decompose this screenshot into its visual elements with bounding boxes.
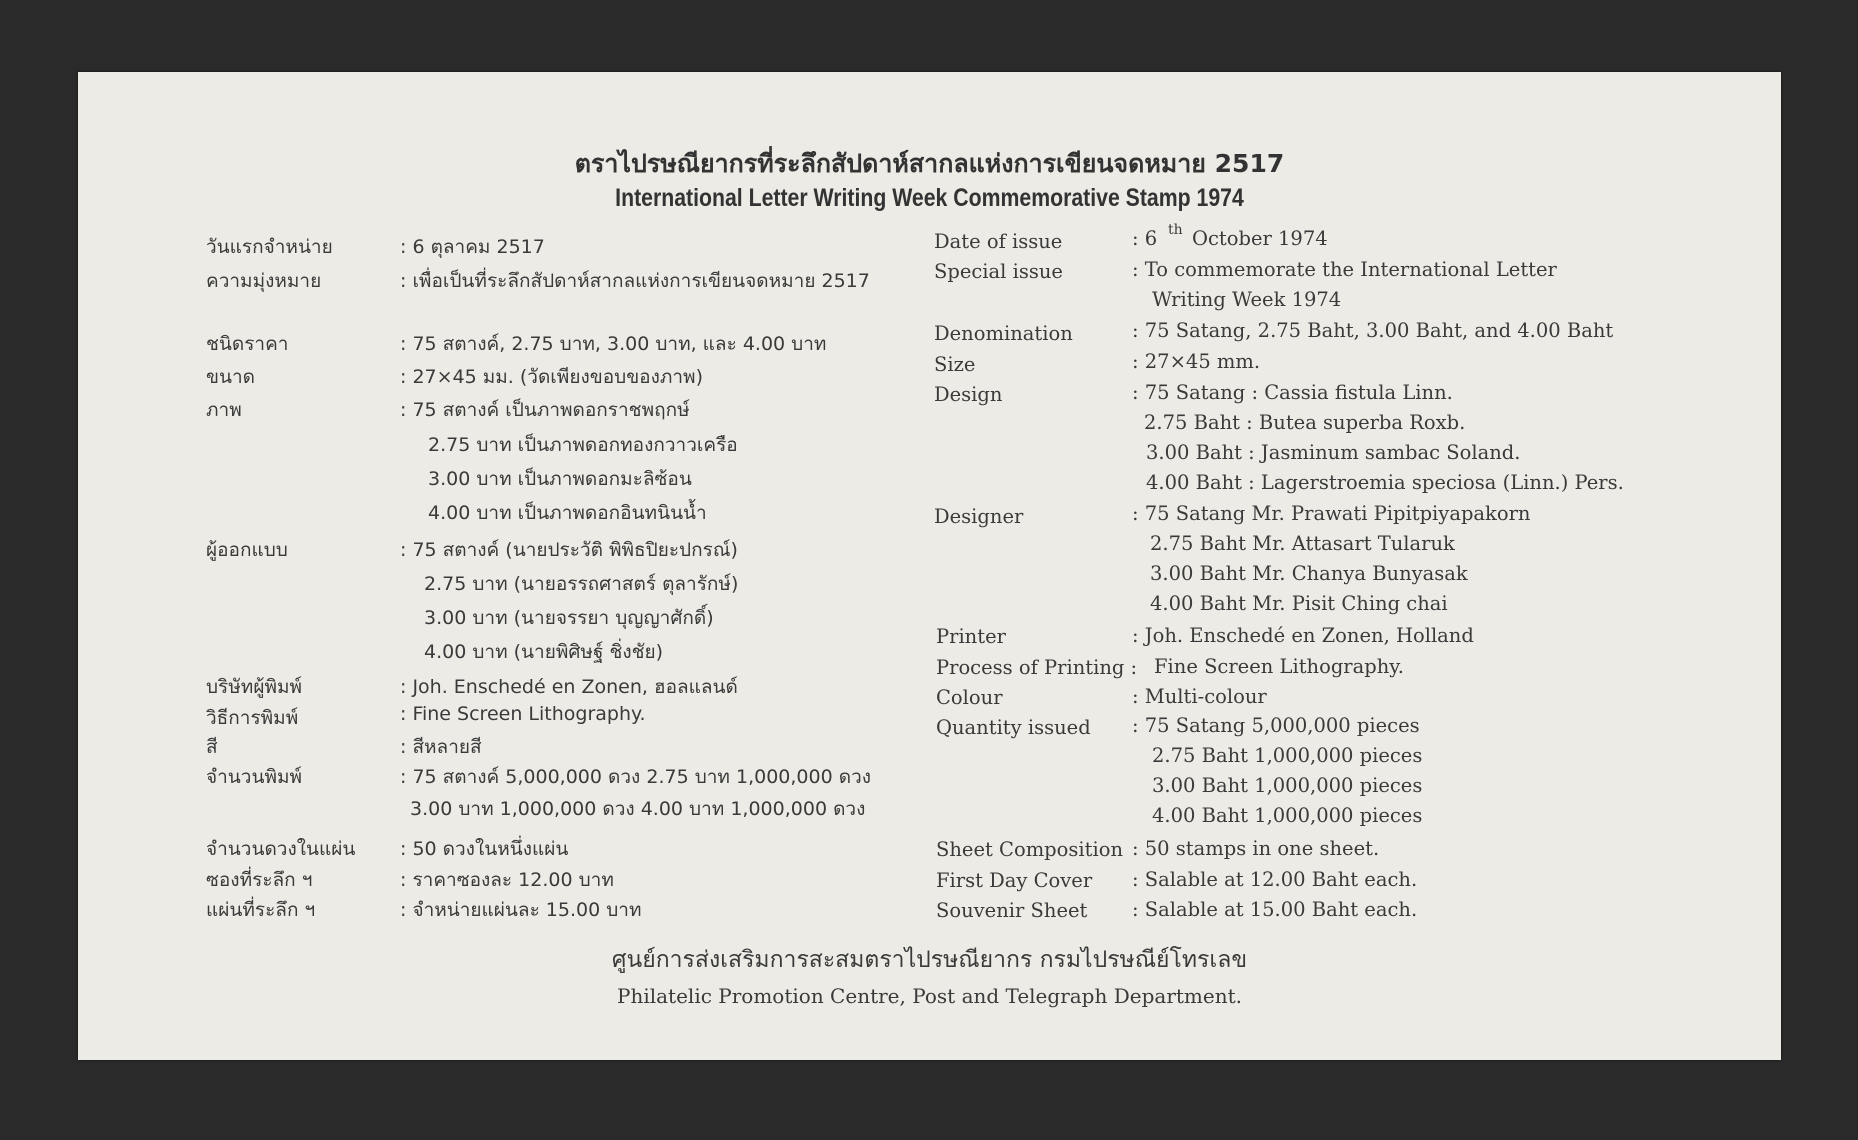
right-text-line: : Salable at 12.00 Baht each. [1132, 868, 1418, 891]
right-text-line: : 75 Satang Mr. Prawati Pipitpiyapakorn [1132, 502, 1531, 525]
left-text-line: บริษัทผู้พิมพ์ [206, 676, 303, 698]
left-text-line: วันแรกจำหน่าย [206, 236, 333, 258]
left-text-line: จำนวนพิมพ์ [206, 766, 303, 788]
left-text-line: : Joh. Enschedé en Zonen, ฮอลแลนด์ [400, 676, 738, 698]
footer-thai: ศูนย์การส่งเสริมการสะสมตราไปรษณียากร กรมไปรษณีย์โทรเลข [611, 947, 1248, 973]
left-text-line: สี [206, 736, 218, 758]
right-text-line: 4.00 Baht : Lagerstroemia speciosa (Linn.) Pers. [1146, 471, 1624, 494]
right-text-line: : 6 [1132, 227, 1158, 250]
left-text-line: 3.00 บาท เป็นภาพดอกมะลิซ้อน [428, 468, 692, 490]
title-english: International Letter Writing Week Commemorative Stamp 1974 [615, 184, 1244, 212]
right-text-line: : 27×45 mm. [1132, 350, 1261, 373]
right-text-line: Designer [934, 505, 1024, 528]
left-text-line: : 27×45 มม. (วัดเพียงขอบของภาพ) [400, 366, 703, 388]
left-text-line: วิธีการพิมพ์ [206, 707, 299, 729]
right-text-line: 2.75 Baht 1,000,000 pieces [1152, 744, 1423, 767]
right-text-line: Special issue [934, 260, 1063, 283]
right-text-line: : 50 stamps in one sheet. [1132, 837, 1380, 860]
left-text-line: ความมุ่งหมาย [206, 270, 322, 292]
right-text-line: : Joh. Enschedé en Zonen, Holland [1132, 624, 1474, 647]
left-text-line: 4.00 บาท (นายพิศิษฐ์ ชิ่งชัย) [424, 641, 664, 663]
left-text-line: : Fine Screen Lithography. [400, 703, 646, 725]
right-text-line: October 1974 [1192, 227, 1328, 250]
left-text-line: 3.00 บาท 1,000,000 ดวง 4.00 บาท 1,000,000 ดวง [410, 798, 866, 820]
left-text-line: 2.75 บาท (นายอรรถศาสตร์ ตุลารักษ์) [424, 573, 739, 595]
left-text-line: ผู้ออกแบบ [206, 539, 288, 561]
left-text-line: 2.75 บาท เป็นภาพดอกทองกวาวเครือ [428, 434, 738, 456]
left-text-line: : 6 ตุลาคม 2517 [400, 236, 545, 258]
left-text-line: : ราคาซองละ 12.00 บาท [400, 869, 614, 891]
right-text-line: Souvenir Sheet [936, 899, 1088, 922]
right-text-line: Printer [936, 625, 1006, 648]
right-text-line: : 75 Satang, 2.75 Baht, 3.00 Baht, and 4.00 Baht [1132, 319, 1614, 342]
right-text-line: : Multi-colour [1132, 685, 1267, 708]
right-text-line: 2.75 Baht Mr. Attasart Tularuk [1150, 532, 1455, 555]
right-text-line: Design [934, 383, 1003, 406]
right-text-line: Fine Screen Lithography. [1154, 655, 1404, 678]
left-text-line: : สีหลายสี [400, 736, 482, 758]
right-text-line: 3.00 Baht 1,000,000 pieces [1152, 774, 1423, 797]
left-text-line: : 75 สตางค์ 5,000,000 ดวง 2.75 บาท 1,000,000 ดวง [400, 766, 872, 788]
left-text-line: ซองที่ระลึก ฯ [206, 869, 313, 891]
right-text-line: 4.00 Baht Mr. Pisit Ching chai [1150, 592, 1448, 615]
left-text-line: ขนาด [206, 366, 255, 388]
title-thai: ตราไปรษณียากรที่ระลึกสัปดาห์สากลแห่งการเขียนจดหมาย 2517 [574, 149, 1285, 178]
left-text-line: 4.00 บาท เป็นภาพดอกอินทนินน้ำ [428, 502, 707, 524]
left-text-line: : เพื่อเป็นที่ระลึกสัปดาห์สากลแห่งการเขียนจดหมาย 2517 [400, 270, 870, 292]
left-text-line: แผ่นที่ระลึก ฯ [206, 899, 316, 921]
right-text-line: : Salable at 15.00 Baht each. [1132, 898, 1418, 921]
stamp-info-card [78, 72, 1781, 1060]
right-text-line: 2.75 Baht : Butea superba Roxb. [1144, 411, 1466, 434]
left-text-line: 3.00 บาท (นายจรรยา บุญญาศักดิ์) [424, 607, 714, 629]
right-text-line: 3.00 Baht Mr. Chanya Bunyasak [1150, 562, 1468, 585]
left-text-line: ชนิดราคา [206, 333, 289, 355]
right-text-line: th [1168, 222, 1183, 238]
left-text-line: : 75 สตางค์ (นายประวัติ พิพิธปิยะปกรณ์) [400, 539, 738, 561]
right-text-line: Size [934, 353, 976, 376]
right-text-line: Process of Printing : [936, 656, 1138, 679]
right-text-line: Colour [936, 686, 1003, 709]
right-text-line: Sheet Composition [936, 838, 1124, 861]
right-text-line: Quantity issued [936, 716, 1091, 739]
right-text-line: Denomination [934, 322, 1073, 345]
left-text-line: : 50 ดวงในหนึ่งแผ่น [400, 838, 569, 860]
right-text-line: : To commemorate the International Letter [1132, 258, 1557, 281]
right-text-line: First Day Cover [936, 869, 1093, 892]
right-text-line: 4.00 Baht 1,000,000 pieces [1152, 804, 1423, 827]
left-text-line: จำนวนดวงในแผ่น [206, 838, 356, 860]
right-text-line: Date of issue [934, 230, 1063, 253]
right-text-line: 3.00 Baht : Jasminum sambac Soland. [1146, 441, 1521, 464]
left-text-line: : 75 สตางค์ เป็นภาพดอกราชพฤกษ์ [400, 399, 690, 421]
right-text-line: Writing Week 1974 [1152, 288, 1342, 311]
left-text-line: ภาพ [206, 399, 242, 421]
right-text-line: : 75 Satang 5,000,000 pieces [1132, 714, 1420, 737]
footer-english: Philatelic Promotion Centre, Post and Telegraph Department. [617, 984, 1242, 1008]
left-text-line: : 75 สตางค์, 2.75 บาท, 3.00 บาท, และ 4.00 บาท [400, 333, 827, 355]
left-text-line: : จำหน่ายแผ่นละ 15.00 บาท [400, 899, 642, 921]
right-text-line: : 75 Satang : Cassia fistula Linn. [1132, 381, 1453, 404]
